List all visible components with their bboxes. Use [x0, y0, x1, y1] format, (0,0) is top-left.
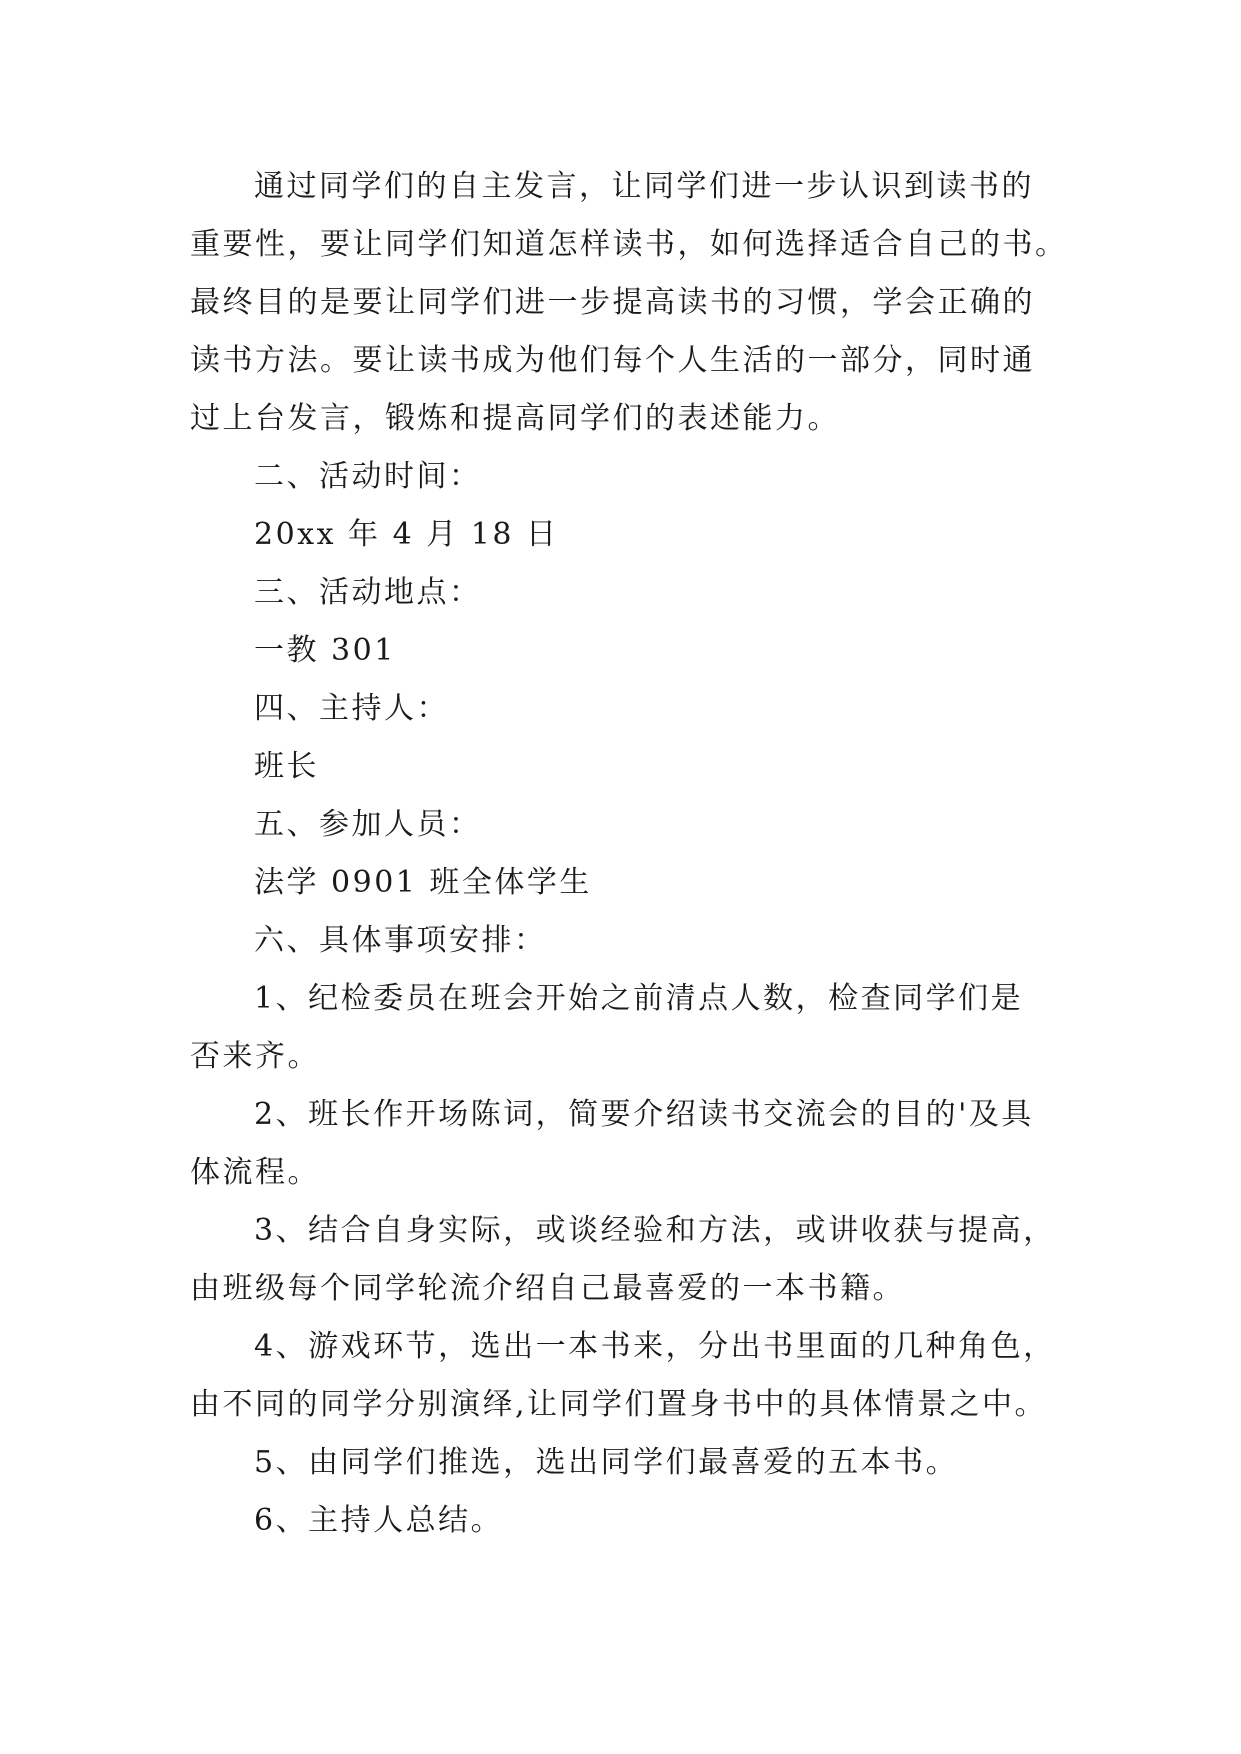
section-host-value: 班长 — [254, 749, 319, 784]
text-line: 重要性，要让同学们知道怎样读书，如何选择适合自己的书。 — [190, 227, 1068, 262]
text-line: 体流程。 — [190, 1155, 320, 1190]
section-participants-heading: 五、参加人员： — [254, 807, 482, 842]
arrangement-item-1 — [190, 970, 1050, 1086]
arrangement-item-5 — [190, 1434, 1050, 1492]
text-line: 4、游戏环节，选出一本书来，分出书里面的几种角色， — [254, 1329, 1056, 1364]
section-time-value: 20xx 年 4 月 18 日 — [254, 517, 559, 552]
text-line: 过上台发言，锻炼和提高同学们的表述能力。 — [190, 401, 840, 436]
text-line: 读书方法。要让读书成为他们每个人生活的一部分，同时通 — [190, 343, 1035, 378]
text-line: 由不同的同学分别演绎,让同学们置身书中的具体情景之中。 — [190, 1387, 1048, 1422]
section-host-heading: 四、主持人： — [254, 691, 449, 726]
text-line: 5、由同学们推选，选出同学们最喜爱的五本书。 — [254, 1445, 959, 1480]
section-place-heading: 三、活动地点： — [254, 575, 482, 610]
arrangement-item-4 — [190, 1318, 1056, 1434]
arrangement-item-3 — [190, 1202, 1056, 1318]
text-line: 3、结合自身实际，或谈经验和方法，或讲收获与提高， — [254, 1213, 1056, 1248]
section-participants-value: 法学 0901 班全体学生 — [254, 865, 592, 900]
text-line: 通过同学们的自主发言，让同学们进一步认识到读书的 — [254, 169, 1034, 204]
text-line: 1、纪检委员在班会开始之前清点人数，检查同学们是 — [254, 981, 1024, 1016]
section-time-heading: 二、活动时间： — [254, 459, 482, 494]
text-line: 否来齐。 — [190, 1039, 320, 1074]
document-body — [190, 158, 1068, 1550]
text-line: 2、班长作开场陈词，简要介绍读书交流会的目的'及具 — [254, 1097, 1034, 1132]
arrangement-item-6 — [190, 1492, 1050, 1550]
text-line: 由班级每个同学轮流介绍自己最喜爱的一本书籍。 — [190, 1271, 905, 1306]
intro-paragraph — [190, 158, 1068, 448]
text-line: 最终目的是要让同学们进一步提高读书的习惯，学会正确的 — [190, 285, 1035, 320]
section-arrangement-heading: 六、具体事项安排： — [254, 923, 547, 958]
text-line: 6、主持人总结。 — [254, 1503, 504, 1538]
arrangement-item-2 — [190, 1086, 1050, 1202]
section-place-value: 一教 301 — [254, 633, 396, 668]
